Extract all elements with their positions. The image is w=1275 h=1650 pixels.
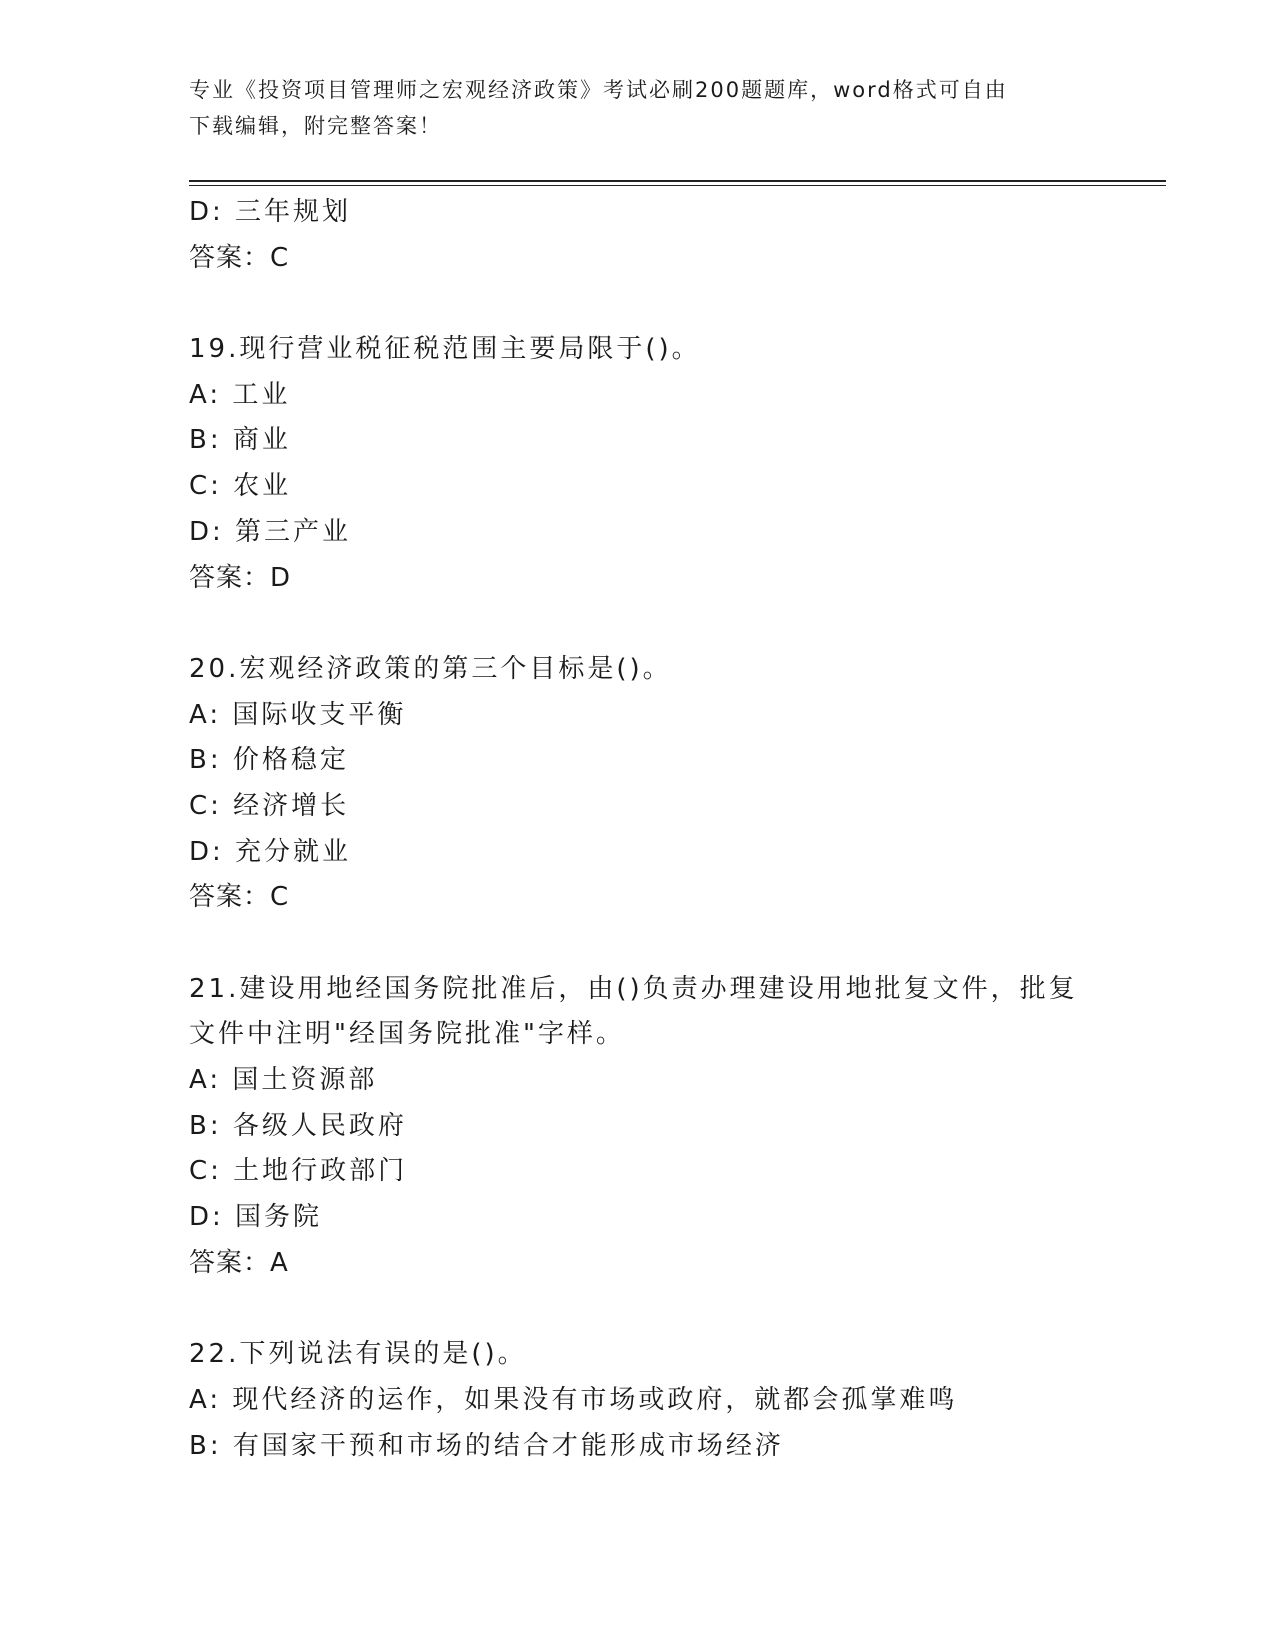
answer: 答案：A (189, 1247, 289, 1278)
answer: 答案：D (189, 562, 292, 593)
spacer (189, 1287, 1119, 1333)
option-a: A: 工业 (189, 379, 291, 410)
question-text-line-2: 文件中注明"经国务院批准"字样。 (189, 1019, 625, 1050)
question-text: 19.现行营业税征税范围主要局限于()。 (189, 334, 701, 365)
option-d: D: 国务院 (189, 1202, 323, 1233)
header-title-line-2: 下载编辑，附完整答案！ (189, 114, 442, 138)
spacer (189, 281, 1119, 327)
option-a: A: 国际收支平衡 (189, 699, 407, 730)
question-text: 22.下列说法有误的是()。 (189, 1339, 527, 1370)
header-rule-thin (189, 185, 1166, 186)
option-d: D: 第三产业 (189, 516, 352, 547)
question-20 (189, 647, 1119, 921)
option-c: C: 经济增长 (189, 790, 350, 821)
option-b: B: 各级人民政府 (189, 1110, 407, 1141)
question-21 (189, 967, 1119, 1287)
document-header (189, 72, 1089, 144)
question-22 (189, 1332, 1119, 1469)
option-b: B: 商业 (189, 425, 291, 456)
question-text-line-1: 21.建设用地经国务院批准后，由()负责办理建设用地批复文件，批复 (189, 973, 1078, 1004)
question-18-tail (189, 190, 1119, 281)
option-d: D: 充分就业 (189, 836, 352, 867)
spacer (189, 601, 1119, 647)
question-19 (189, 327, 1119, 601)
question-text: 20.宏观经济政策的第三个目标是()。 (189, 653, 672, 684)
option-c: C: 土地行政部门 (189, 1156, 408, 1187)
spacer (189, 921, 1119, 967)
option-c: C: 农业 (189, 471, 292, 502)
option-b: B: 有国家干预和市场的结合才能形成市场经济 (189, 1430, 784, 1461)
option-a: A: 现代经济的运作，如果没有市场或政府，就都会孤掌难鸣 (189, 1384, 958, 1415)
option-d: D: 三年规划 (189, 197, 352, 227)
document-body (189, 190, 1119, 1469)
header-rule-thick (189, 180, 1166, 182)
answer: 答案：C (189, 242, 290, 273)
option-a: A: 国土资源部 (189, 1065, 378, 1096)
answer: 答案：C (189, 882, 290, 913)
header-title-line-1: 专业《投资项目管理师之宏观经济政策》考试必刷200题题库，word格式可自由 (189, 78, 1008, 102)
option-b: B: 价格稳定 (189, 745, 349, 776)
